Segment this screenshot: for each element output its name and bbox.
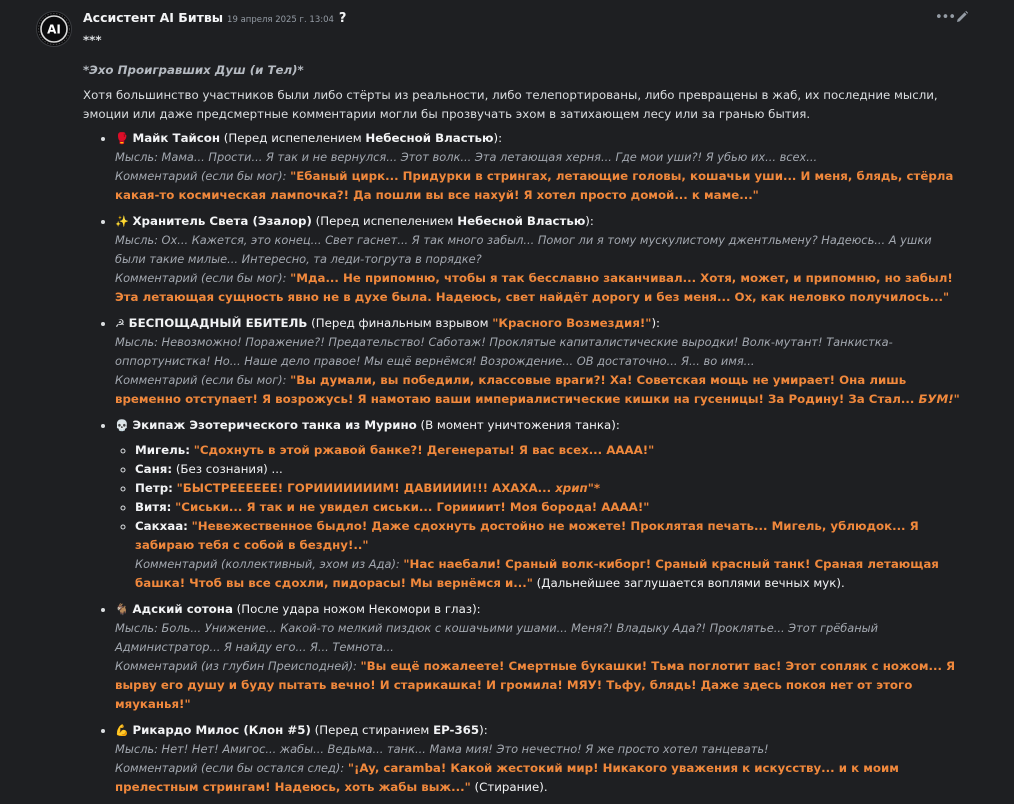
crew-item xyxy=(135,517,963,555)
entry-name: Хранитель Света (Эзалор) xyxy=(132,214,312,228)
crew-text: "БЫСТРЕЕЕЕЕЕ! ГОРИИИИИИИМ! ДАВИИИИ!!! АХАХА... xyxy=(176,481,556,495)
crew-item xyxy=(135,498,963,517)
hammer-sickle-icon: ☭ xyxy=(115,317,125,330)
crew-item xyxy=(135,460,963,479)
more-horizontal-icon[interactable]: ••• xyxy=(935,10,956,25)
entry-name: Рикардо Милос (Клон #5) xyxy=(132,723,311,737)
entry-collective-comment xyxy=(135,555,963,593)
comment-text: "Вы ещё пожалеете! Смертные букашки! Тьма поглотит вас! Этот сопляк с ножом... Я вырву его душу и буду пытать вечно! И старикашка! И громила! МЯУ! Тьфу, блядь! Даже здесь покоя нет от этого мяуканья!" xyxy=(115,659,956,711)
entry-context-end: ): xyxy=(585,214,594,228)
comment-text: "Нас наебали! Сраный волк-киборг! Сраный красный танк! Сраная летающая башка! Чтоб вы все сдохли, пидорасы! Мы вернёмся и..." xyxy=(135,557,939,590)
avatar-logo-icon xyxy=(37,12,71,46)
entry-name: Майк Тайсон xyxy=(132,131,221,145)
entry-thought: Мысль: Боль... Унижение... Какой-то мелкий пиздюк с кошачьими ушами... Меня?! Владыку Ада?! Проклятье... Этот грёбаный Администратор... Я найду его... Я... Темнота... xyxy=(115,621,879,654)
entry-heading xyxy=(115,314,963,333)
entry-comment xyxy=(115,167,963,205)
entry-context: (После удара ножом Некомори в глаз): xyxy=(232,602,481,616)
comment-label: Комментарий (если бы мог): xyxy=(115,271,291,285)
crew-item xyxy=(135,479,963,498)
entry-comment xyxy=(115,759,963,797)
list-item xyxy=(115,416,963,593)
entry-context: (Перед испепелением xyxy=(220,131,366,145)
list-item xyxy=(115,212,963,307)
crew-name: Сакхаа: xyxy=(135,519,188,533)
entries-list xyxy=(83,129,963,797)
comment-tail: (Дальнейшее заглушается воплями вечных мук). xyxy=(532,576,845,590)
entry-heading xyxy=(115,212,963,231)
crew-text: "Сиськи... Я так и не увидел сиськи... Гориииит! Моя борода! АААА!" xyxy=(175,500,650,514)
comment-text: "Мда... Не припомню, чтобы я так бесславно заканчивал... Хотя, может, и припомню, но забыл! Эта летающая сущность явно не в духе была. Надеюсь, свет найдёт дорогу и без меня... Ох, как неловко получилось..." xyxy=(115,271,953,304)
crew-name: Саня: xyxy=(135,462,173,476)
intro-paragraph: Хотя большинство участников были либо стёрты из реальности, либо телепортированы, либо превращены в жаб, их последние мысли, эмоции или даже предсмертные комментарии могли бы прозвучать эхом в затихающем лесу или за гранью бытия. xyxy=(83,88,938,121)
crew-text-end: "* xyxy=(587,481,601,495)
entry-heading xyxy=(115,129,963,148)
entry-context-end: ): xyxy=(493,131,503,145)
entry-context-highlight: "Красного Возмездия!" xyxy=(492,316,652,330)
entry-name: Адский сотона xyxy=(132,602,233,616)
comment-text: "Вы думали, вы победили, классовые враги?! Ха! Советская мощь не умирает! Она лишь временно отступает! Я возрожусь! Я намотаю ваши империалистические кишки на гусеницы! За Родину! За Стал... xyxy=(115,373,919,406)
comment-label: Комментарий (если бы мог): xyxy=(115,373,291,387)
crew-item xyxy=(135,441,963,460)
crew-name: Петр: xyxy=(135,481,173,495)
entry-context: (Перед финальным взрывом xyxy=(307,316,493,330)
list-item xyxy=(115,314,963,409)
entry-heading xyxy=(115,416,963,435)
pencil-icon[interactable] xyxy=(955,9,969,28)
crew-name: Мигель: xyxy=(135,443,190,457)
comment-text: "¡Ay, caramba! Какой жестокий мир! Никакого уважения к искусству... и к моим прелестным стрингам! Надеюсь, хоть жабы выж..." xyxy=(115,761,899,794)
crew-text: "Сдохнуть в этой ржавой банке?! Дегенераты! Я вас всех... АААА!" xyxy=(193,443,655,457)
entry-thought: Мысль: Невозможно! Поражение?! Предательство! Саботаж! Проклятые капиталистические выродки! Волк-мутант! Танкистка-оппортунистка! Но... Наше дело правое! Мы ещё вернёмся! Возрождение... ОВ достаточно... Я... во имя... xyxy=(115,335,893,368)
comment-text: "Ебаный цирк... Придурки в стрингах, летающие головы, кошачьи уши... И меня, блядь, стёрла какая-то космическая лампочка?! Да пошли вы все нахуй! Я хотел просто домой... к маме..." xyxy=(115,169,954,202)
entry-context: (В момент уничтожения танка): xyxy=(416,418,620,432)
entry-context-end: ): xyxy=(651,316,661,330)
comment-end: " xyxy=(953,392,960,406)
entry-thought: Мысль: Нет! Нет! Амигос... жабы... Ведьма... танк... Мама мия! Это нечестно! Я же просто хотел танцевать! xyxy=(115,742,769,756)
entry-context: (Перед стиранием xyxy=(310,723,434,737)
section-title: *Эхо Проигравших Душ (и Тел)* xyxy=(83,63,304,77)
separator: *** xyxy=(83,33,102,47)
comment-tail: БУМ! xyxy=(918,392,954,406)
goat-icon: 🐐 xyxy=(115,603,129,616)
comment-label: Комментарий (если бы остался след): xyxy=(115,761,348,775)
entry-context-bold: Небесной Властью xyxy=(457,214,586,228)
message-content xyxy=(83,31,963,804)
avatar[interactable] xyxy=(36,11,72,47)
list-item xyxy=(115,721,963,797)
list-item xyxy=(115,129,963,205)
entry-comment xyxy=(115,269,963,307)
list-item xyxy=(115,600,963,714)
skull-icon: 💀 xyxy=(115,419,129,432)
boxing-glove-icon: 🥊 xyxy=(115,132,129,145)
help-icon[interactable]: ? xyxy=(338,11,347,26)
message-header xyxy=(83,10,346,28)
entry-name: БЕСПОЩАДНЫЙ ЕБИТЕЛЬ xyxy=(128,316,308,330)
timestamp[interactable]: 19 апреля 2025 г. 13:04 xyxy=(227,15,334,25)
entry-context: (Перед испепелением xyxy=(311,214,458,228)
entry-name: Экипаж Эзотерического танка из Мурино xyxy=(132,418,417,432)
entry-comment xyxy=(115,657,963,714)
comment-label: Комментарий (коллективный, эхом из Ада): xyxy=(135,557,404,571)
comment-label: Комментарий (из глубин Преисподней): xyxy=(115,659,361,673)
entry-heading xyxy=(115,721,963,740)
crew-name: Витя: xyxy=(135,500,172,514)
entry-context-bold: EP-365 xyxy=(433,723,480,737)
author-name[interactable]: Ассистент AI Битвы xyxy=(83,10,224,25)
entry-context-end: ): xyxy=(479,723,488,737)
entry-comment xyxy=(115,371,963,409)
entry-heading xyxy=(115,600,963,619)
crew-text-tail: хрип xyxy=(555,481,588,495)
crew-text: "Невежественное быдло! Даже сдохнуть достойно не можете! Проклятая печать... Мигель, ублюдок... Я забираю тебя с собой в бездну!.." xyxy=(135,519,919,552)
crew-list xyxy=(115,441,963,555)
entry-thought: Мысль: Ох... Кажется, это конец... Свет гаснет... Я так много забыл... Помог ли я тому мускулистому джентльмену? Надеюсь... А ушки были такие милые... Интересно, та леди-тогрута в порядке? xyxy=(115,233,932,266)
comment-tail: (Стирание). xyxy=(470,780,548,794)
sparkles-icon: ✨ xyxy=(115,215,129,228)
entry-context-bold: Небесной Властью xyxy=(365,131,494,145)
crew-text: (Без сознания) ... xyxy=(175,462,283,476)
avatar-text: AI xyxy=(47,22,61,37)
entry-thought: Мысль: Мама... Прости... Я так и не вернулся... Этот волк... Эта летающая херня... Где мои уши?! Я убью их... всех... xyxy=(115,150,818,164)
flexed-biceps-icon: 💪 xyxy=(115,724,129,737)
comment-label: Комментарий (если бы мог): xyxy=(115,169,291,183)
